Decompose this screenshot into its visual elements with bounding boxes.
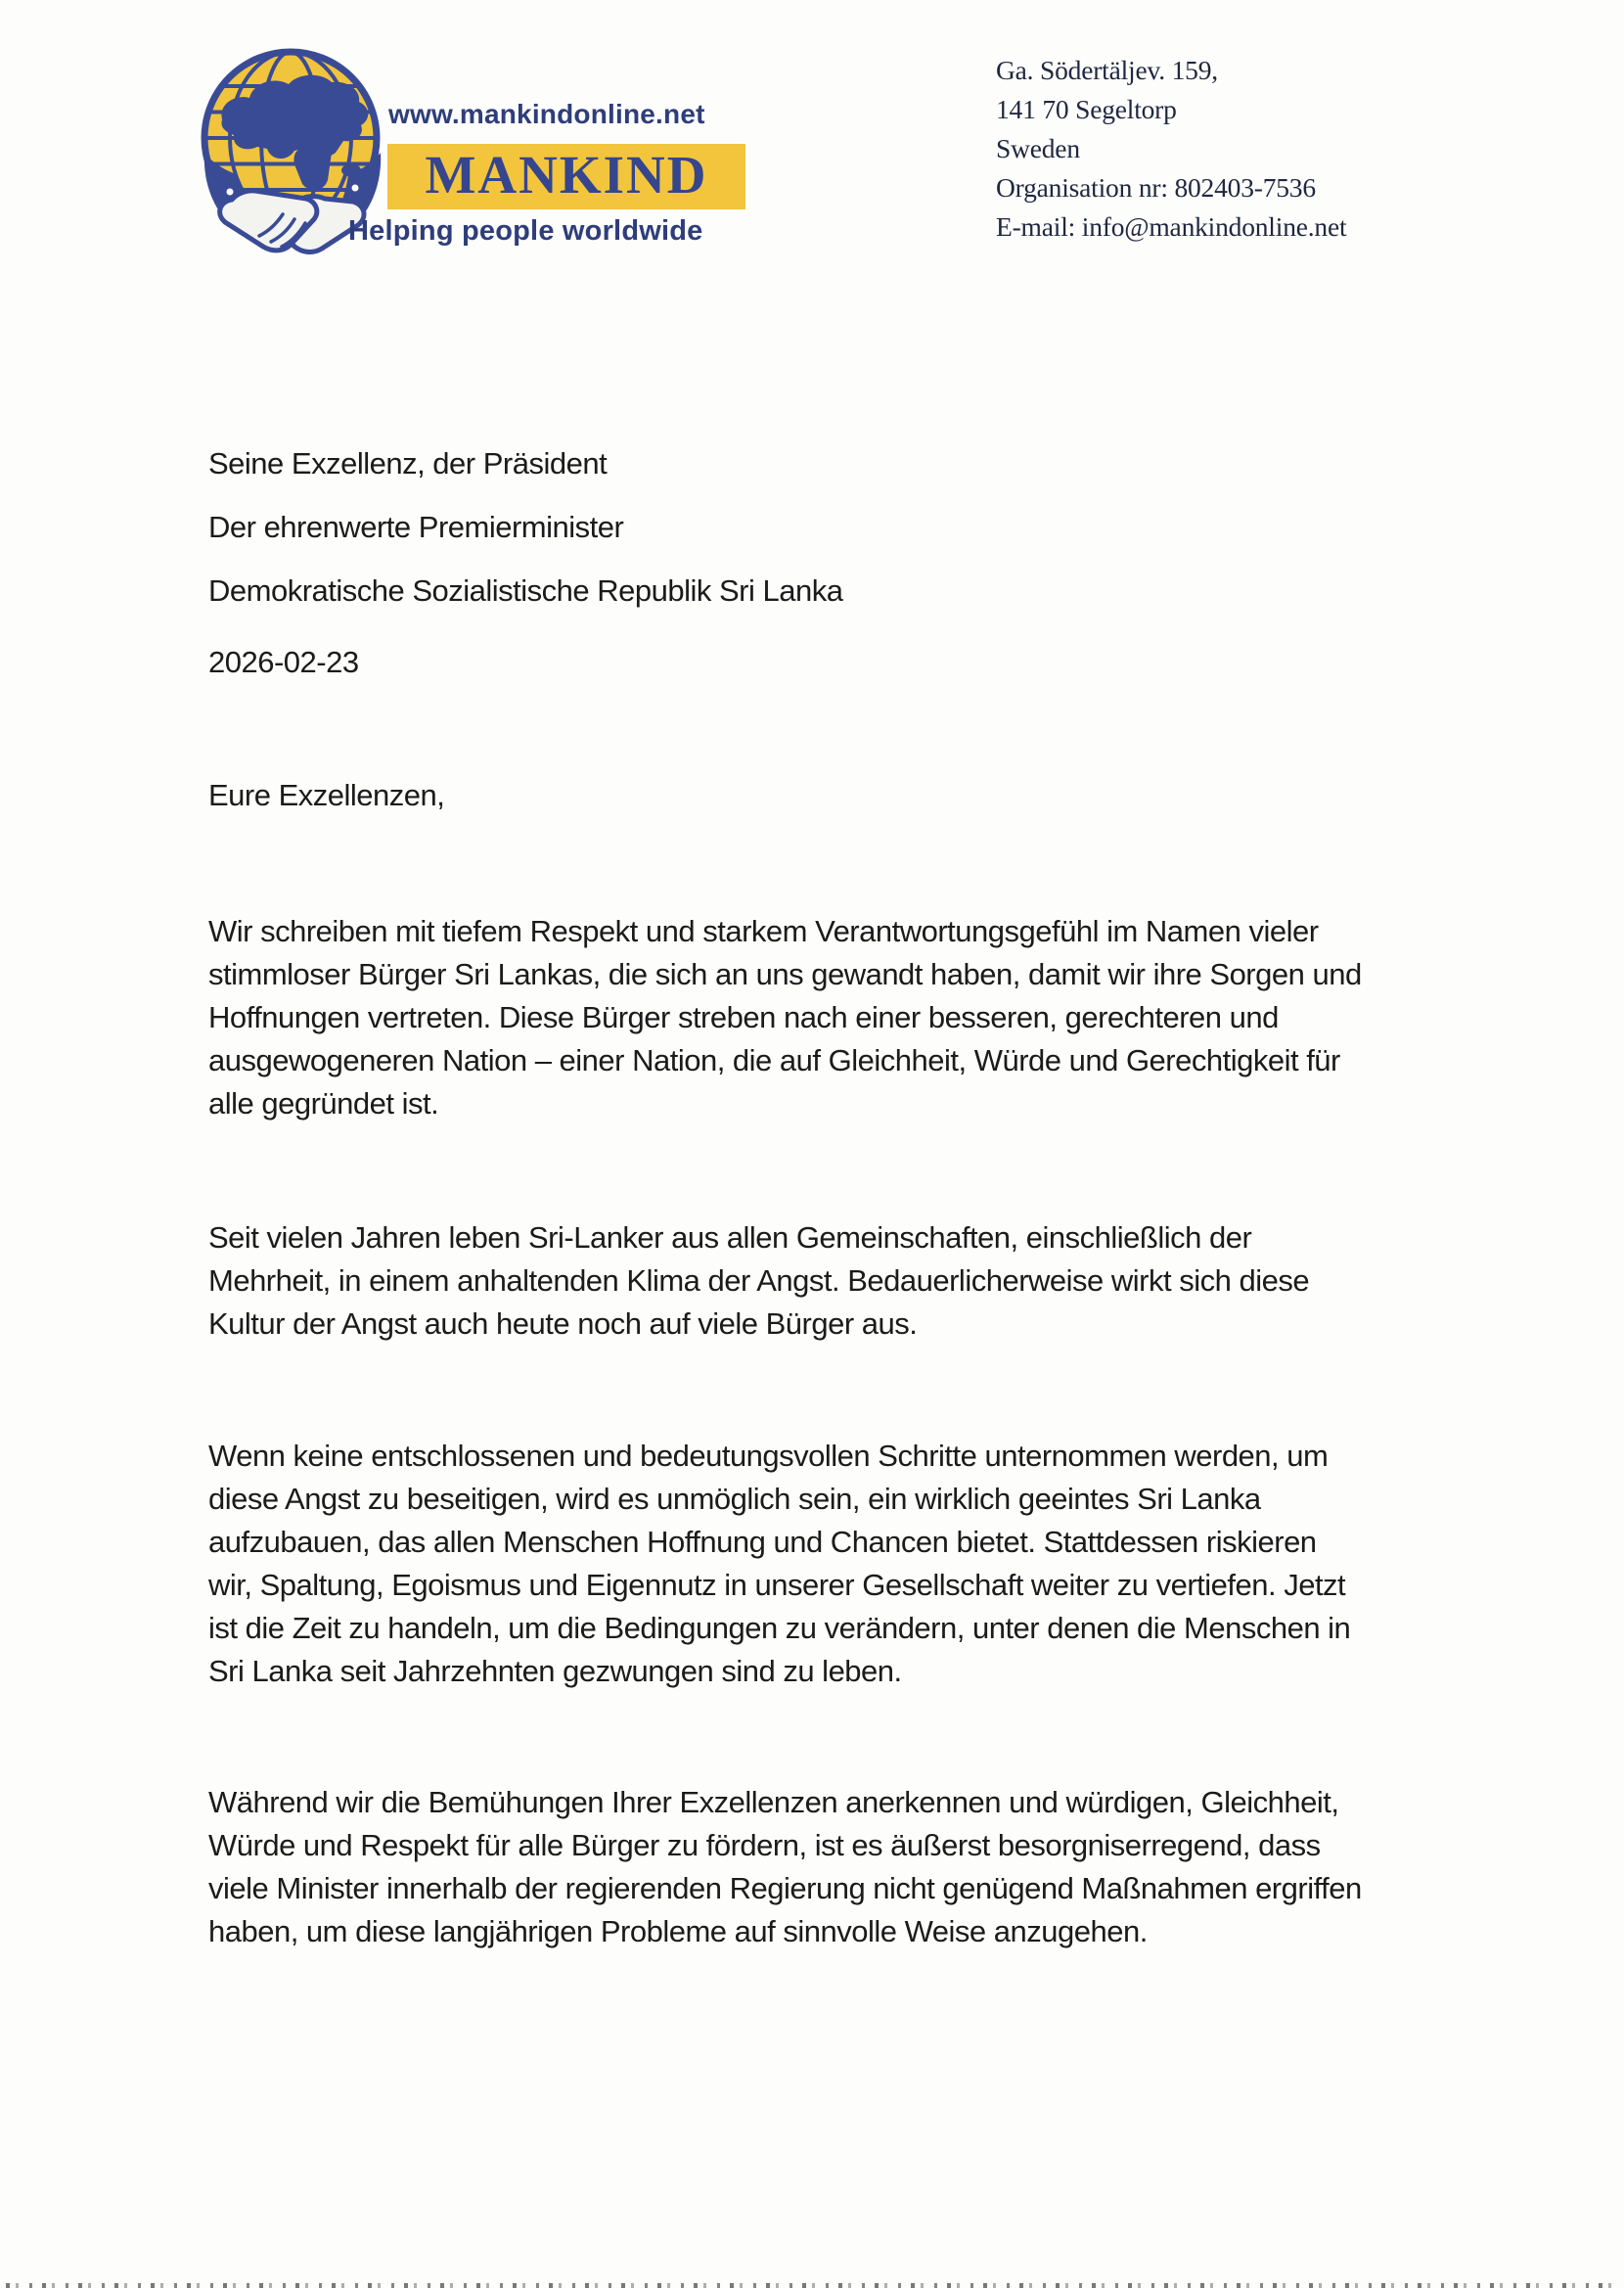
org-website-text: www.mankindonline.net: [388, 99, 705, 129]
org-address-street: Ga. Södertäljev. 159,: [996, 55, 1218, 85]
paragraph-line: aufzubauen, das allen Menschen Hoffnung und Chancen bietet. Stattdessen riskieren: [208, 1525, 1317, 1559]
paragraph-line: haben, um diese langjährigen Probleme auf sinnvolle Weise anzugehen.: [208, 1914, 1148, 1948]
paragraph-line: wir, Spaltung, Egoismus und Eigennutz in unserer Gesellschaft weiter zu vertiefen. Jetzt: [208, 1568, 1346, 1602]
paragraph-line: Würde und Respekt für alle Bürger zu fördern, ist es äußerst besorgniserregend, dass: [208, 1828, 1321, 1862]
org-email: E-mail: info@mankindonline.net: [996, 211, 1347, 242]
paragraph-line: Seit vielen Jahren leben Sri-Lanker aus allen Gemeinschaften, einschließlich der: [208, 1220, 1252, 1255]
scan-cutoff-artifact: [6, 2283, 1618, 2288]
recipient-line: Demokratische Sozialistische Republik Sri Lanka: [208, 573, 843, 608]
recipient-line: Der ehrenwerte Premierminister: [208, 510, 624, 544]
org-tagline: Helping people worldwide: [348, 215, 703, 247]
paragraph-line: ist die Zeit zu handeln, um die Bedingungen zu verändern, unter denen die Menschen in: [208, 1611, 1351, 1645]
paragraph-line: Hoffnungen vertreten. Diese Bürger streben nach einer besseren, gerechteren und: [208, 1000, 1279, 1034]
org-address-city: 141 70 Segeltorp: [996, 94, 1177, 124]
org-address-country: Sweden: [996, 133, 1080, 163]
salutation: Eure Exzellenzen,: [208, 778, 445, 812]
org-contact-block: [996, 51, 1346, 247]
paragraph-line: diese Angst zu beseitigen, wird es unmöglich sein, ein wirklich geeintes Sri Lanka: [208, 1482, 1261, 1516]
paragraph: [208, 1216, 1309, 1346]
paragraph-line: Mehrheit, in einem anhaltenden Klima der Angst. Bedauerlicherweise wirkt sich diese: [208, 1263, 1310, 1298]
paragraph: [208, 910, 1362, 1125]
paragraph: [208, 1781, 1362, 1953]
paragraph-line: Kultur der Angst auch heute noch auf viele Bürger aus.: [208, 1306, 918, 1341]
paragraph-line: Während wir die Bemühungen Ihrer Exzellenzen anerkennen und würdigen, Gleichheit,: [208, 1785, 1339, 1819]
paragraph-line: Wenn keine entschlossenen und bedeutungsvollen Schritte unternommen werden, um: [208, 1439, 1329, 1473]
paragraph-line: stimmloser Bürger Sri Lankas, die sich an uns gewandt haben, damit wir ihre Sorgen und: [208, 957, 1362, 991]
org-number: Organisation nr: 802403-7536: [996, 172, 1316, 203]
recipient-line: Seine Exzellenz, der Präsident: [208, 446, 608, 480]
org-name: MANKIND: [425, 145, 708, 205]
paragraph-line: Sri Lanka seit Jahrzehnten gezwungen sind zu leben.: [208, 1654, 902, 1688]
letter-date: 2026-02-23: [208, 645, 359, 679]
paragraph-line: Wir schreiben mit tiefem Respekt und starkem Verantwortungsgefühl im Namen vieler: [208, 914, 1319, 948]
paragraph-line: viele Minister innerhalb der regierenden Regierung nicht genügend Maßnahmen ergriffen: [208, 1871, 1362, 1905]
paragraph: [208, 1435, 1350, 1693]
paragraph-line: ausgewogeneren Nation – einer Nation, die auf Gleichheit, Würde und Gerechtigkeit für: [208, 1043, 1340, 1077]
paragraph-line: alle gegründet ist.: [208, 1086, 439, 1121]
org-name-banner: [387, 144, 745, 209]
